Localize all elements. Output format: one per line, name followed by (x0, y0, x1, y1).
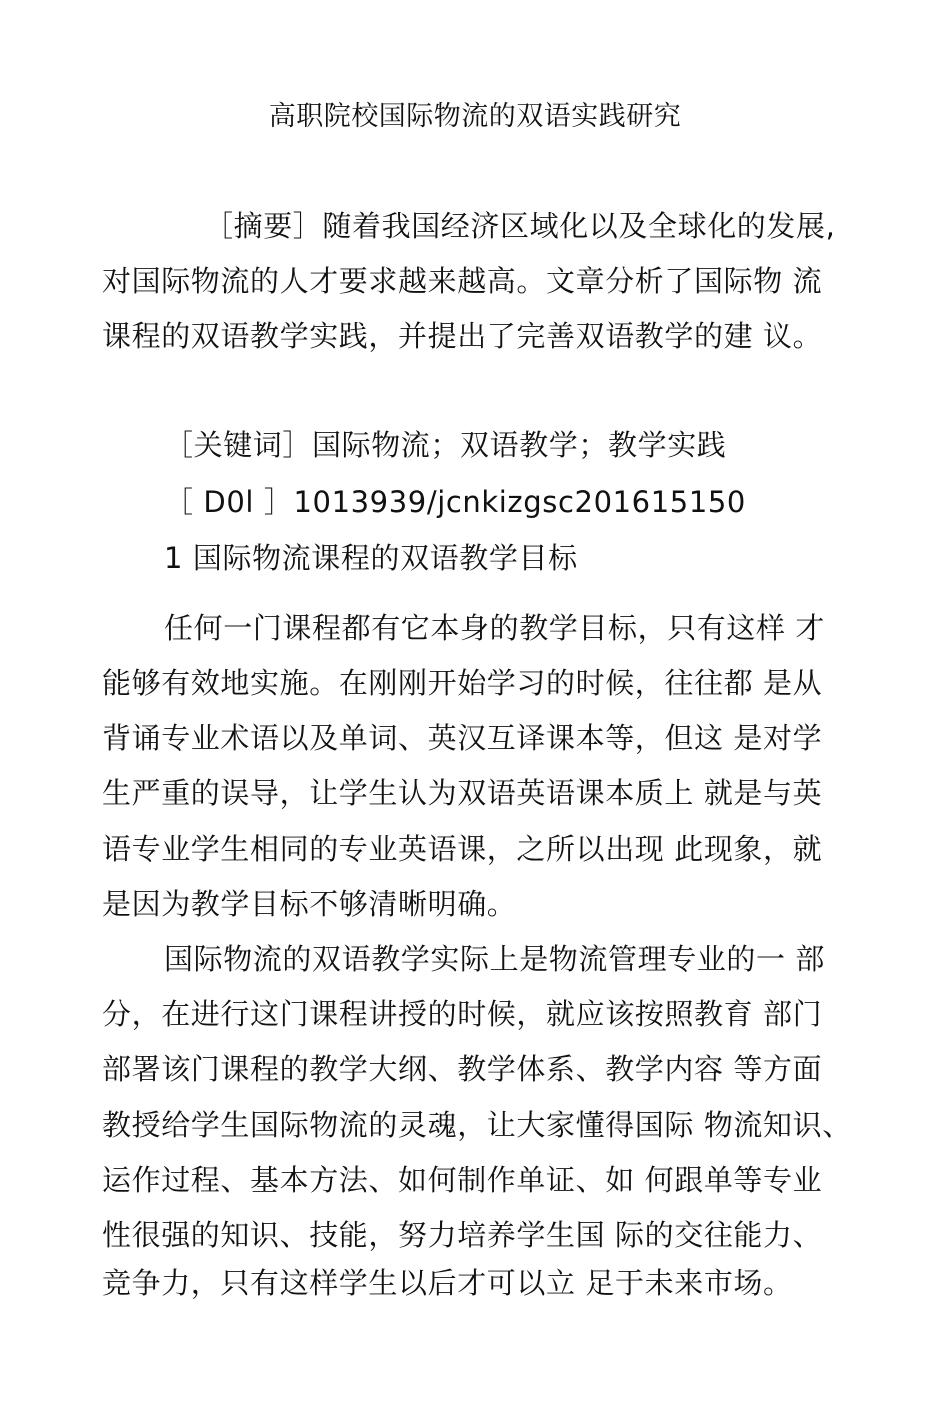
paragraph-line: 语专业学生相同的专业英语课，之所以出现 此现象，就 (102, 832, 823, 866)
paragraph-line: 部署该门课程的教学大纲、教学体系、教学内容 等方面 (102, 1052, 823, 1086)
paragraph-line: 教授给学生国际物流的灵魂，让大家懂得国际 物流知识、 (102, 1108, 852, 1142)
paragraph-line: 运作过程、基本方法、如何制作单证、如 何跟单等专业 (102, 1163, 823, 1197)
paragraph-line: 性很强的知识、技能，努力培养学生国 际的交往能力、 (102, 1218, 823, 1252)
doi-line: ［ D0l ］1013939/jcnkizgsc201615150 (164, 485, 746, 519)
paragraph-line: 分，在进行这门课程讲授的时候，就应该按照教育 部门 (102, 997, 823, 1031)
section-heading: 1 国际物流课程的双语教学目标 (164, 541, 578, 575)
abstract-line: 对国际物流的人才要求越来越高。文章分析了国际物 流 (102, 264, 823, 298)
paragraph-line: 生严重的误导，让学生认为双语英语课本质上 就是与英 (102, 776, 823, 810)
abstract-line: ［摘要］随着我国经济区域化以及全球化的发展, (204, 209, 836, 243)
paragraph-line: 是因为教学目标不够清晰明确。 (102, 887, 517, 921)
paragraph-line: 任何一门课程都有它本身的教学目标，只有这样 才 (164, 611, 826, 645)
paragraph-line: 国际物流的双语教学实际上是物流管理专业的一 部 (164, 942, 826, 976)
document-title: 高职院校国际物流的双语实践研究 (268, 101, 682, 132)
paragraph-line: 能够有效地实施。在刚刚开始学习的时候，往往都 是从 (102, 666, 823, 700)
keywords-line: ［关键词］国际物流；双语教学；教学实践 (164, 428, 727, 462)
paragraph-line: 背诵专业术语以及单词、英汉互译课本等，但这 是对学 (102, 721, 823, 755)
paragraph-line: 竞争力，只有这样学生以后才可以立 足于未来市场。 (102, 1266, 793, 1300)
abstract-line: 课程的双语教学实践，并提出了完善双语教学的建 议。 (102, 319, 823, 353)
